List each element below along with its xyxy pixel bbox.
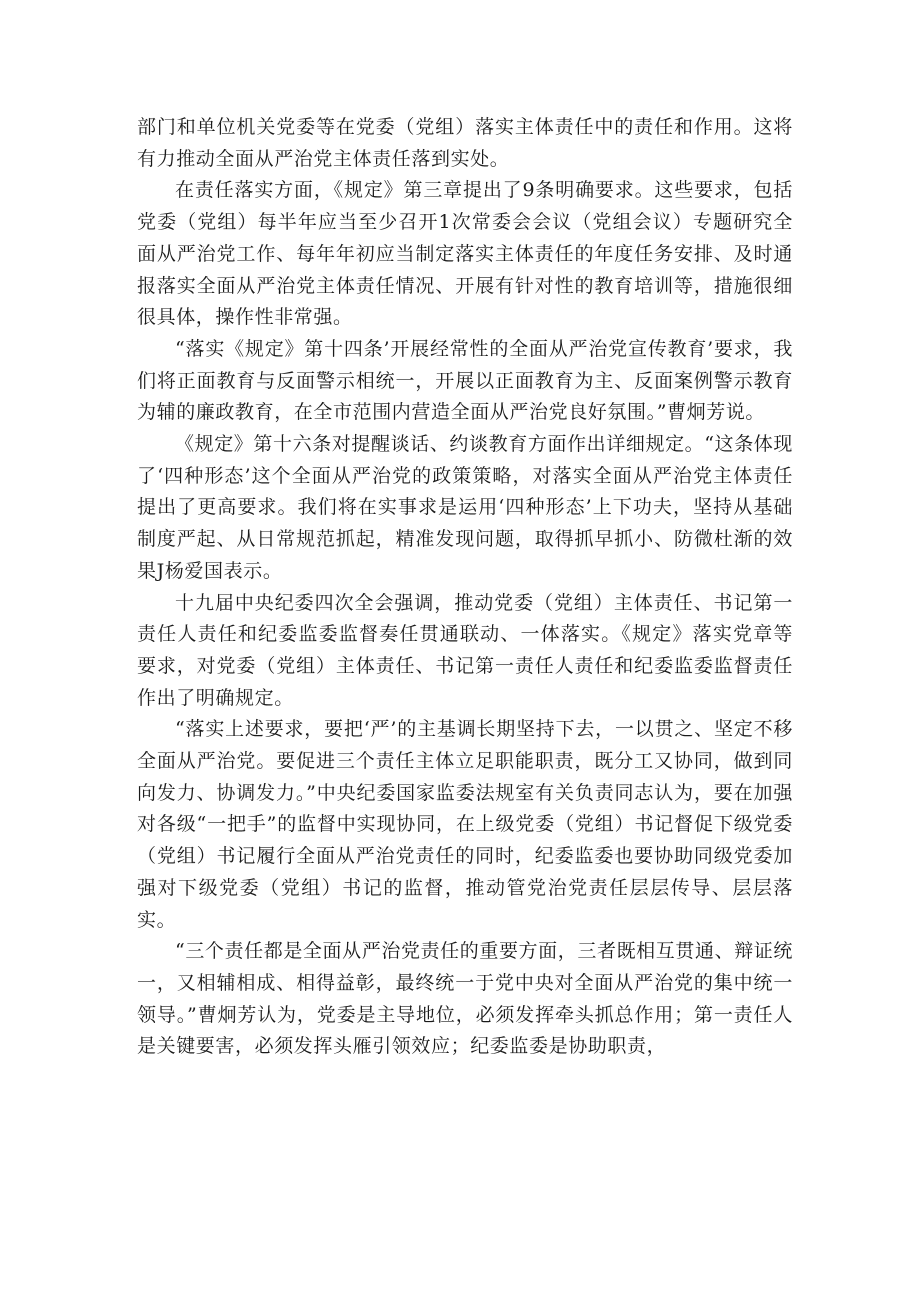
paragraph-2: 在责任落实方面，《规定》第三章提出了9条明确要求。这些要求，包括党委（党组）每半年应当至少召开1次常委会会议（党组会议）专题研究全面从严治党工作、每年年初应当制定落实主体责任的年度任务安排、及时通报落实全面从严治党主体责任情况、开展有针对性的教育培训等，措施很细很具体，操作性非常强。 <box>137 179 793 329</box>
document-body <box>137 112 793 1063</box>
paragraph-1: 部门和单位机关党委等在党委（党组）落实主体责任中的责任和作用。这将有力推动全面从严治党主体责任落到实处。 <box>137 116 793 170</box>
paragraph-4: 《规定》第十六条对提醒谈话、约谈教育方面作出详细规定。“这条体现了‘四种形态’这个全面从严治党的政策策略，对落实全面从严治党主体责任提出了更高要求。我们将在实事求是运用‘四种形态’上下功夫，坚持从基础制度严起、从日常规范抓起，精准发现问题，取得抓早抓小、防微杜渐的效果J杨爱国表示。 <box>137 433 793 582</box>
paragraph-7: “三个责任都是全面从严治党责任的重要方面，三者既相互贯通、辩证统一，又相辅相成、相得益彰，最终统一于党中央对全面从严治党的集中统一领导。”曹炯芳认为，党委是主导地位，必须发挥牵头抓总作用；第一责任人是关键要害，必须发挥头雁引领效应；纪委监委是协助职责， <box>137 940 793 1058</box>
paragraph-3: “落实《规定》第十四条’开展经常性的全面从严治党宣传教育’要求，我们将正面教育与反面警示相统一，开展以正面教育为主、反面案例警示教育为辅的廉政教育，在全市范围内营造全面从严治党良好氛围。”曹炯芳说。 <box>137 337 793 424</box>
paragraph-6: “落实上述要求，要把‘严’的主基调长期坚持下去，一以贯之、坚定不移全面从严治党。要促进三个责任主体立足职能职责，既分工又协同，做到同向发力、协调发力。”中央纪委国家监委法规室有关负责同志认为，要在加强对各级“一把手”的监督中实现协同，在上级党委（党组）书记督促下级党委（党组）书记履行全面从严治党责任的同时，纪委监委也要协助同级党委加强对下级党委（党组）书记的监督，推动管党治党责任层层传导、层层落实。 <box>137 718 793 931</box>
paragraph-5: 十九届中央纪委四次全会强调，推动党委（党组）主体责任、书记第一责任人责任和纪委监委监督奏任贯通联动、一体落实。《规定》落实党章等要求，对党委（党组）主体责任、书记第一责任人责任和纪委监委监督责任作出了明确规定。 <box>137 591 793 709</box>
